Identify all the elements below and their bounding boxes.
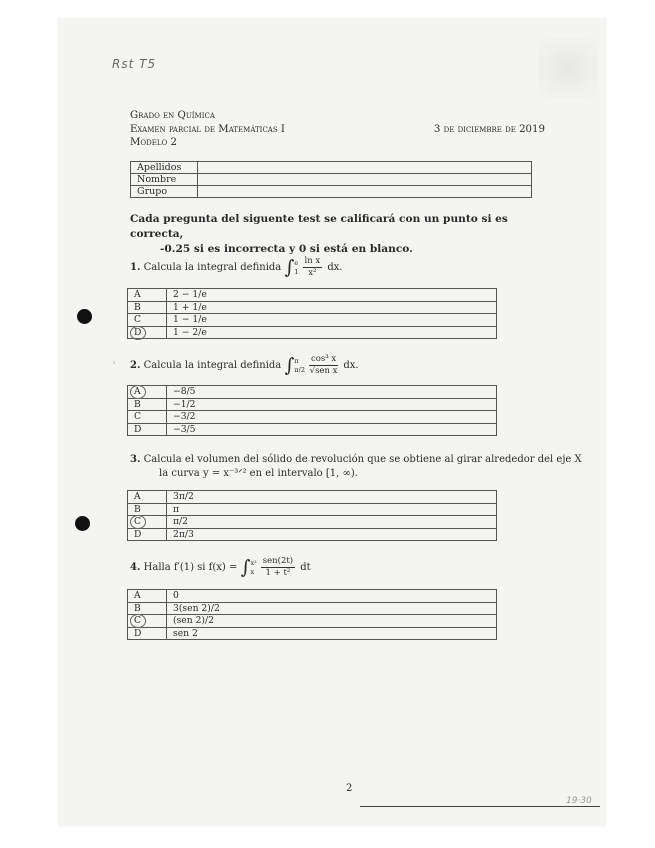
lower-limit: π/2 [294,365,305,374]
question-number: 1. [130,262,141,273]
option-key[interactable]: C [128,411,167,424]
answer-table-3 [127,490,497,541]
option-value: π/2 [167,516,497,529]
option-row[interactable] [128,615,497,628]
option-key[interactable]: B [128,301,167,314]
option-row[interactable] [128,528,497,541]
info-label: Apellidos [131,162,198,174]
option-value: 2π/3 [167,528,497,541]
option-row[interactable] [128,326,497,339]
model-label: Modelo 2 [130,137,177,149]
upper-limit: e [294,258,299,267]
option-key-label: C [134,615,142,626]
option-row[interactable] [128,398,497,411]
numerator: ln x [304,256,321,266]
differential: dx. [327,262,343,273]
option-key[interactable]: B [128,602,167,615]
student-info-table [130,161,532,198]
exam-header [130,109,545,150]
option-row[interactable] [128,289,497,302]
answer-table-4 [127,589,497,640]
exam-date: 3 de diciembre de 2019 [433,123,545,135]
integral-sign-icon: ∫ [284,256,295,279]
circle-mark-icon [130,515,146,529]
info-row [131,186,532,198]
info-row [131,174,532,186]
circle-mark-icon [130,614,146,628]
option-key-label: C [134,516,142,527]
option-row[interactable] [128,516,497,529]
question-number: 4. [130,562,141,573]
question-number: 2. [130,360,141,371]
numerator: sen(2t) [262,556,294,566]
option-key-circled[interactable] [128,326,167,339]
option-key[interactable]: D [128,528,167,541]
lower-limit: 1 [294,267,299,276]
bottom-rule [360,806,600,807]
option-value: −3/2 [167,411,497,424]
question-3-line-2: la curva y = x⁻³ᐟ² en el intervalo [1, ∞). [159,468,358,479]
option-value: 3(sen 2)/2 [167,602,497,615]
denominator: x² [308,268,317,278]
question-text: Calcula el volumen del sólido de revolución que se obtiene al girar alrededor del eje X [143,454,582,465]
instructions-line-1: Cada pregunta del siguente test se calificará con un punto si es correcta, [130,213,508,240]
differential: dt [300,562,311,573]
option-key[interactable]: C [128,314,167,327]
handwritten-note-bottom: 19·30 [566,796,592,806]
instructions [130,212,530,257]
option-value: 0 [167,590,497,603]
answer-table-1 [127,288,497,339]
option-value: sen 2 [167,627,497,640]
margin-dot-icon [77,309,92,324]
option-row[interactable] [128,411,497,424]
integrand-fraction [303,256,323,279]
option-key[interactable]: A [128,289,167,302]
question-text: Halla f′(1) si f(x) = [143,562,238,573]
info-field[interactable] [198,186,532,198]
question-2 [130,354,359,377]
option-row[interactable] [128,627,497,640]
option-row[interactable] [128,386,497,399]
exam-title: Examen parcial de Matemáticas I [130,123,285,135]
info-label: Grupo [131,186,198,198]
info-label: Nombre [131,174,198,186]
option-key[interactable]: D [128,627,167,640]
numerator: cos³ x [310,354,337,364]
option-value: −8/5 [167,386,497,399]
lower-limit: x [250,567,255,576]
option-value: −1/2 [167,398,497,411]
question-number: 3. [130,454,141,465]
integral-sign-icon: ∫ [240,556,251,579]
option-key[interactable]: A [128,590,167,603]
integral-limits [294,259,298,277]
upper-limit: x² [250,558,257,567]
option-key-label: A [134,386,141,397]
integral-limits [294,357,305,375]
integrand-fraction [261,556,295,579]
option-row[interactable] [128,314,497,327]
info-row [131,162,532,174]
option-row[interactable] [128,301,497,314]
upper-limit: π [294,356,299,365]
option-key-circled[interactable] [128,386,167,399]
answer-table-2 [127,385,497,436]
option-value: π [167,503,497,516]
degree-title: Grado en Química [130,110,215,121]
option-key[interactable]: A [128,491,167,504]
question-1 [130,256,343,279]
option-value: 1 − 2/e [167,326,497,339]
page-number: 2 [346,783,353,794]
option-value: 3π/2 [167,491,497,504]
option-value: 1 − 1/e [167,314,497,327]
denominator: √sen x [309,366,338,376]
option-key-circled[interactable] [128,516,167,529]
question-text: Calcula la integral definida [143,262,282,273]
question-text: Calcula la integral definida [143,360,282,371]
option-row[interactable] [128,503,497,516]
margin-tick-icon: ʾ [113,361,116,370]
margin-dot-icon [75,516,90,531]
option-key[interactable]: B [128,398,167,411]
option-key[interactable]: B [128,503,167,516]
option-value: −3/5 [167,423,497,436]
question-4 [130,556,311,579]
option-key-circled[interactable] [128,615,167,628]
handwritten-note-top: Rst T5 [112,57,157,71]
integral-limits [250,559,256,577]
option-row[interactable] [128,491,497,504]
option-row[interactable] [128,602,497,615]
integral-sign-icon: ∫ [284,354,295,377]
option-row[interactable] [128,423,497,436]
option-value: 1 + 1/e [167,301,497,314]
instructions-line-2: -0.25 si es incorrecta y 0 si está en blanco. [160,243,413,255]
differential: dx. [343,360,359,371]
integrand-fraction [309,354,338,377]
denominator: 1 + t² [265,568,291,578]
info-field[interactable] [198,162,532,174]
option-row[interactable] [128,590,497,603]
info-field[interactable] [198,174,532,186]
option-key-label: D [134,326,142,338]
question-3 [130,454,582,465]
option-value: 2 − 1/e [167,289,497,302]
option-key[interactable]: D [128,423,167,436]
option-value: (sen 2)/2 [167,615,497,628]
circle-mark-icon [130,385,146,399]
circle-mark-icon [130,326,146,340]
